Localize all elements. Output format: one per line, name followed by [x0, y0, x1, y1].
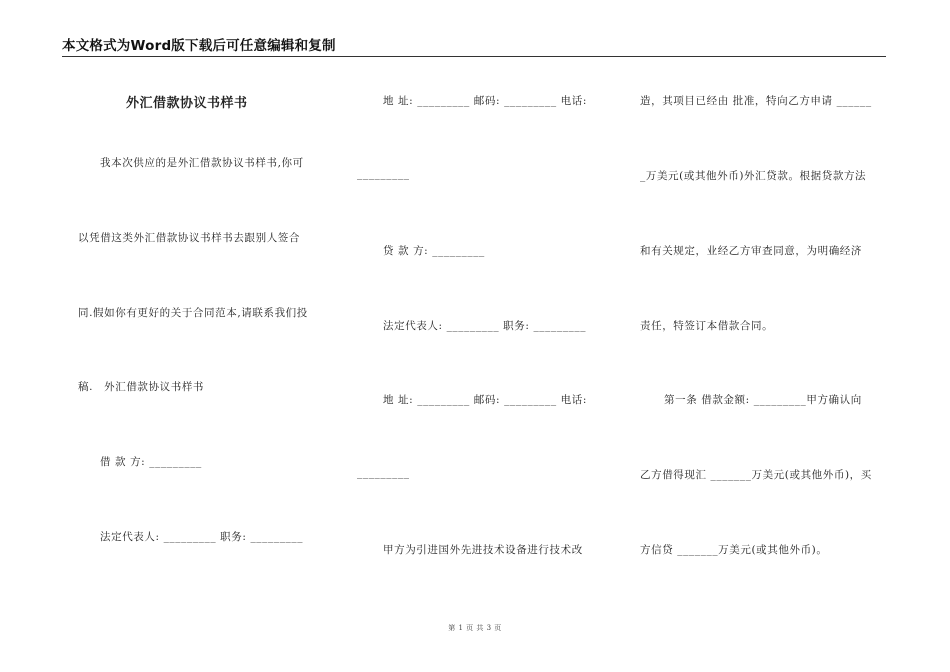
text-line: 甲方为引进国外先进技术设备进行技术改 [383, 544, 583, 556]
text-line: 我本次供应的是外汇借款协议书样书,你可 [100, 157, 304, 169]
text-line: 责任，特签订本借款合同。 [640, 320, 774, 332]
header-text: 本文格式为Word版下载后可任意编辑和复制 [62, 38, 336, 54]
text-line: 同.假如你有更好的关于合同范本,请联系我们投 [78, 307, 308, 319]
address-field: 地 址: _________ 邮码: _________ 电话: [383, 394, 588, 406]
text-line: _________ [357, 168, 410, 180]
text-line: 以凭借这类外汇借款协议书样书去跟别人签合 [78, 232, 300, 244]
legal-rep-field: 法定代表人: _________ 职务: _________ [383, 320, 587, 332]
borrower-field: 借 款 方: _________ [100, 456, 202, 468]
article-one: 第一条 借款金额: _________甲方确认向 [664, 394, 862, 406]
text-line: _万美元(或其他外币)外汇贷款。根据贷款方法 [640, 170, 867, 182]
legal-rep-field: 法定代表人: _________ 职务: _________ [100, 531, 304, 543]
text-line: 乙方借得现汇 _______万美元(或其他外币)，买 [640, 469, 872, 481]
lender-field: 贷 款 方: _________ [383, 245, 485, 257]
text-line: 造，其项目已经由 批准，特向乙方申请 ______ [640, 95, 872, 107]
text-line: 和有关规定，业经乙方审查同意，为明确经济 [640, 245, 862, 257]
text-line: _________ [357, 467, 410, 479]
page-number: 第 1 页 共 3 页 [448, 624, 502, 632]
text-line: 稿. 外汇借款协议书样书 [78, 381, 205, 393]
document-header [62, 34, 886, 57]
document-title: 外汇借款协议书样书 [126, 96, 248, 111]
text-line: 方信贷 _______万美元(或其他外币)。 [640, 544, 828, 556]
address-field: 地 址: _________ 邮码: _________ 电话: [383, 95, 588, 107]
